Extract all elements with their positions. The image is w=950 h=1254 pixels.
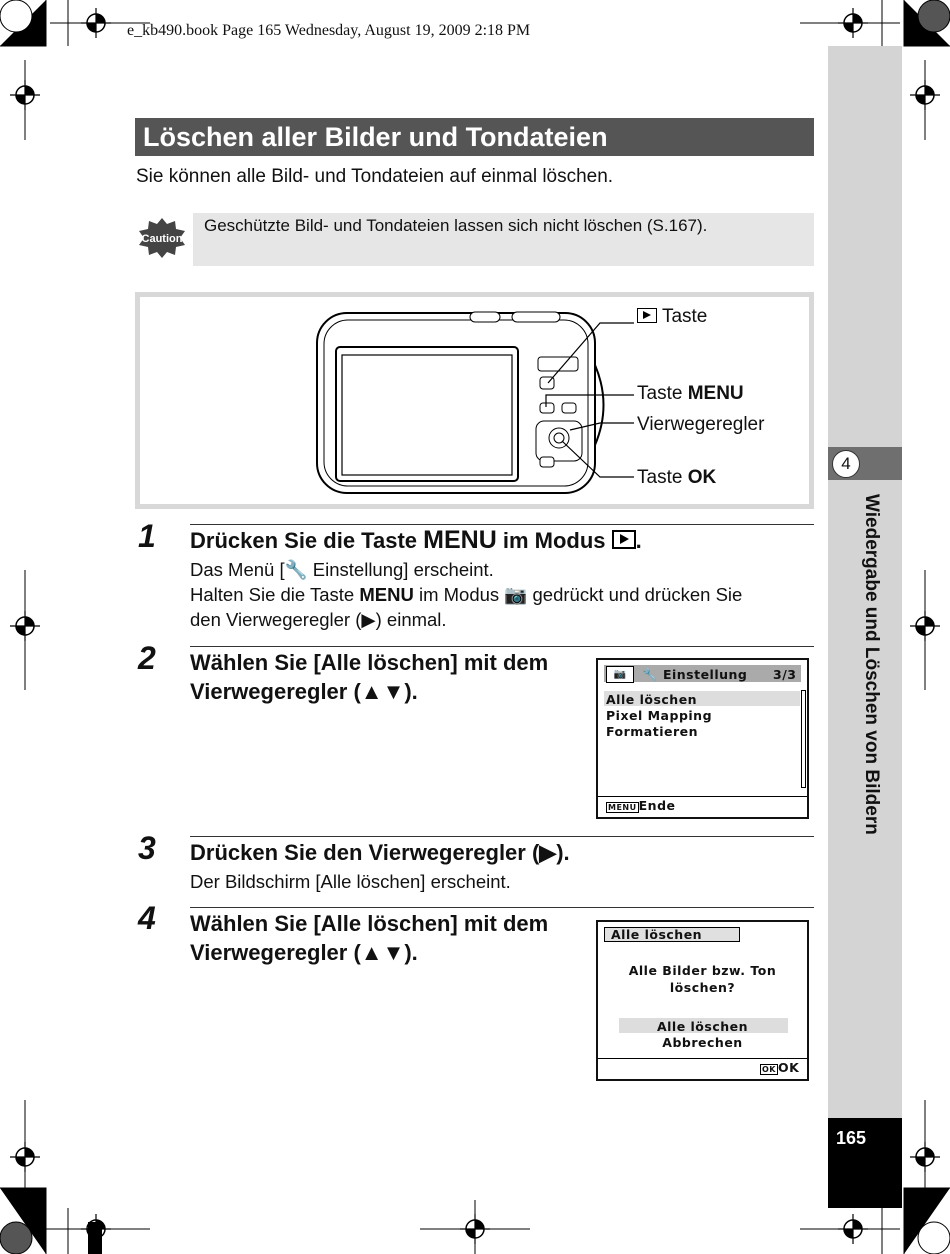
step-divider xyxy=(190,907,814,908)
callout-four-way: Vierwegeregler xyxy=(637,414,765,435)
step-divider xyxy=(190,836,814,837)
wrench-icon: 🔧 xyxy=(284,559,308,580)
step-4-title: Wählen Sie [Alle löschen] mit dem Vierwegeregler (▲▼). xyxy=(190,911,549,965)
step-number: 1 xyxy=(138,518,156,554)
lcd-footer: OK OK xyxy=(762,1060,800,1075)
step-number: 3 xyxy=(138,830,156,866)
section-title: Löschen aller Bilder und Tondateien xyxy=(135,118,814,156)
step-divider xyxy=(190,646,814,647)
chapter-title: Wiedergabe und Löschen von Bildern xyxy=(861,494,882,835)
camera-back-illustration xyxy=(300,305,640,505)
step-1-title: Drücken Sie die Taste MENU im Modus . xyxy=(190,526,642,554)
lcd-footer-divider xyxy=(598,796,807,797)
callout-play-button: Taste xyxy=(637,306,707,328)
lcd-menu-item: Alle löschen xyxy=(606,692,698,707)
lcd-dialog-question: Alle Bilder bzw. Ton löschen? xyxy=(628,963,777,995)
lcd-dialog-tab: Alle löschen xyxy=(604,927,740,942)
lcd-delete-all-dialog xyxy=(596,920,809,1081)
print-header: e_kb490.book Page 165 Wednesday, August 19, 2009 2:18 PM xyxy=(127,22,531,39)
play-icon xyxy=(612,530,636,549)
callout-menu-button: Taste MENU xyxy=(637,383,744,404)
page-number: 165 xyxy=(836,1128,867,1148)
lcd-page-indicator: 3/3 xyxy=(773,667,797,682)
camera-icon: 📷 xyxy=(504,584,528,605)
camera-tab-icon: 📷 xyxy=(606,666,634,683)
step-number: 4 xyxy=(138,900,156,936)
lcd-option: Alle löschen xyxy=(656,1019,749,1034)
lcd-scrollbar xyxy=(801,690,806,788)
wrench-icon: 🔧 xyxy=(642,667,659,682)
play-icon xyxy=(637,308,657,323)
lcd-footer: MENU Ende xyxy=(608,798,676,813)
callout-ok-button: Taste OK xyxy=(637,467,717,488)
svg-text:Caution: Caution xyxy=(141,233,183,245)
caution-icon xyxy=(138,218,186,258)
chapter-number: 4 xyxy=(832,450,860,478)
lcd-tab-title: 🔧 Einstellung xyxy=(642,667,748,682)
lcd-menu-item: Formatieren xyxy=(606,724,699,739)
lcd-footer-divider xyxy=(598,1058,807,1059)
lcd-menu-item: Pixel Mapping xyxy=(606,708,713,723)
step-1-text: Das Menü [🔧 Einstellung] erscheint. Halten Sie die Taste MENU im Modus 📷 gedrückt und drücken Sie den Vierwegeregler (▶) einmal. xyxy=(190,559,743,630)
step-2-title: Wählen Sie [Alle löschen] mit dem Vierwegeregler (▲▼). xyxy=(190,650,549,704)
lcd-option: Abbrechen xyxy=(662,1035,743,1050)
intro-text: Sie können alle Bild- und Tondateien auf einmal löschen. xyxy=(136,166,614,187)
step-3-text: Der Bildschirm [Alle löschen] erscheint. xyxy=(190,871,511,892)
step-divider xyxy=(190,524,814,525)
lcd-settings-menu xyxy=(596,658,809,819)
step-3-title: Drücken Sie den Vierwegeregler (▶). xyxy=(190,840,570,865)
caution-text: Geschützte Bild- und Tondateien lassen sich nicht löschen (S.167). xyxy=(204,216,708,235)
step-number: 2 xyxy=(138,640,156,676)
